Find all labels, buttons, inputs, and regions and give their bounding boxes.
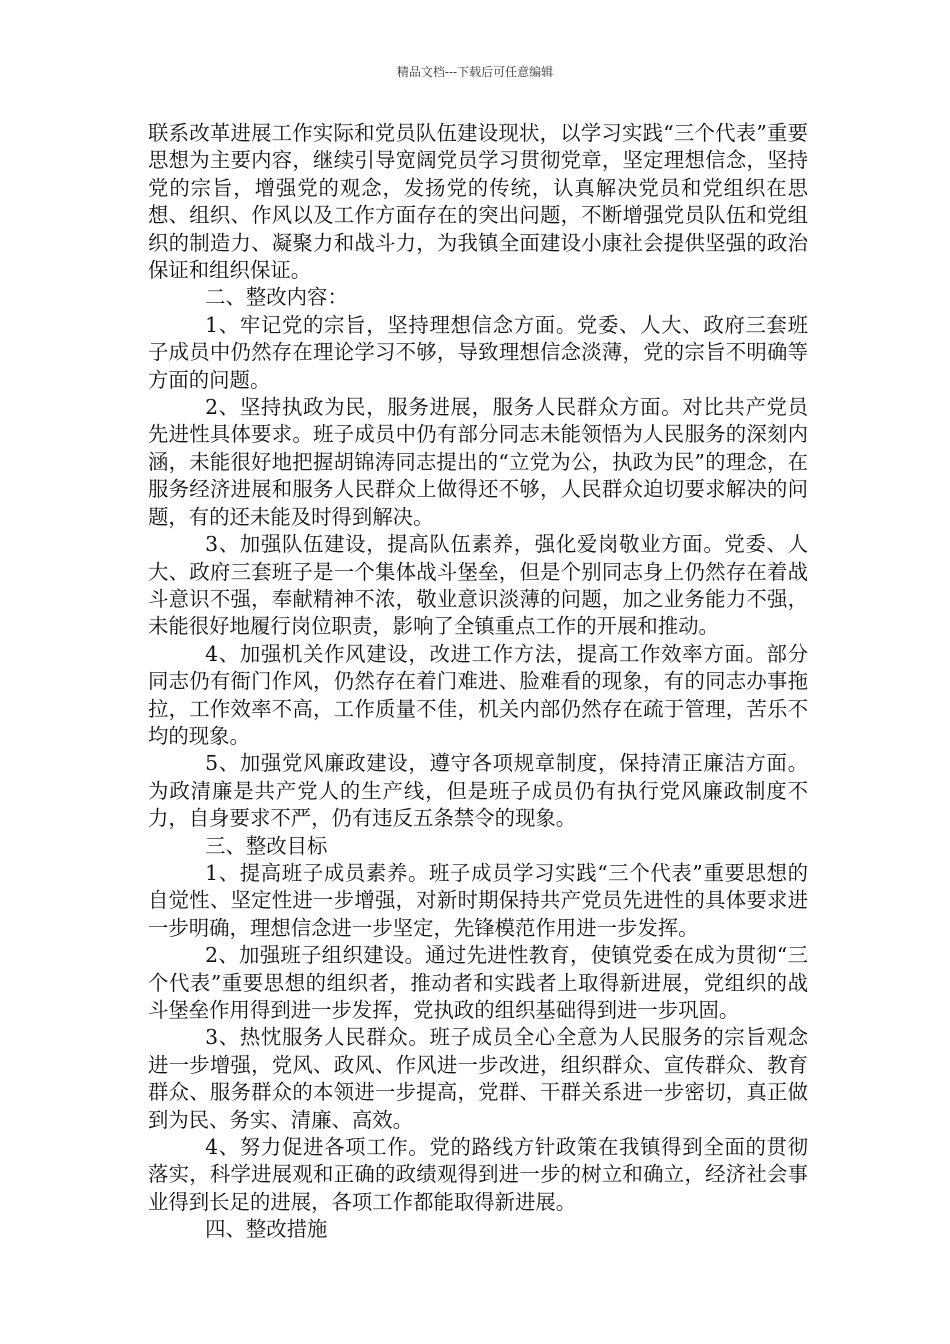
section-heading-rectification-measures: 四、整改措施 xyxy=(205,1217,328,1242)
paragraph-content-item-5: 5、加强党风廉政建设，遵守各项规章制度，保持清正廉洁方面。为政清廉是共产党人的生产线，但是班子成员仍有执行党风廉政制度不力，自身要求不严，仍有违反五条禁令的现象。 xyxy=(148,751,808,831)
paragraph-content-item-3: 3、加强队伍建设，提高队伍素养，强化爱岗敬业方面。党委、人大、政府三套班子是一个集体战斗堡垒，但是个别同志身上仍然存在着战斗意识不强，奉献精神不浓，敬业意识淡薄的问题，加之业务能力不强，未能很好地履行岗位职责，影响了全镇重点工作的开展和推动。 xyxy=(148,532,808,639)
paragraph-content-item-1: 1、牢记党的宗旨，坚持理想信念方面。党委、人大、政府三套班子成员中仍然存在理论学习不够，导致理想信念淡薄，党的宗旨不明确等方面的问题。 xyxy=(148,312,808,392)
document-body xyxy=(148,120,808,1244)
paragraph-content-item-2: 2、坚持执政为民，服务进展，服务人民群众方面。对比共产党员先进性具体要求。班子成员中仍有部分同志未能领悟为人民服务的深刻内涵，未能很好地把握胡锦涛同志提出的“立党为公，执政为民”的理念，在服务经济进展和服务人民群众上做得还不够，人民群众迫切要求解决的问题，有的还未能及时得到解决。 xyxy=(148,395,808,529)
section-heading-rectification-goals: 三、整改目标 xyxy=(205,833,328,858)
page-header: 精品文档---下载后可任意编辑 xyxy=(396,65,554,79)
paragraph-goal-item-2: 2、加强班子组织建设。通过先进性教育，使镇党委在成为贯彻“三个代表”重要思想的组织者，推动者和实践者上取得新进展，党组织的战斗堡垒作用得到进一步发挥，党执政的组织基础得到进一步巩固。 xyxy=(148,943,808,1022)
section-heading-rectification-content: 二、整改内容： xyxy=(205,285,348,310)
paragraph-content-item-4: 4、加强机关作风建设，改进工作方法，提高工作效率方面。部分同志仍有衙门作风，仍然存在着门难进、脸难看的现象，有的同志办事拖拉，工作效率不高，工作质量不佳，机关内部仍然存在疏于管理，苦乐不均的现象。 xyxy=(148,641,808,748)
paragraph-goal-item-3: 3、热忱服务人民群众。班子成员全心全意为人民服务的宗旨观念进一步增强，党风、政风、作风进一步改进，组织群众、宣传群众、教育群众、服务群众的本领进一步提高，党群、干群关系进一步密切，真正做到为民、务实、清廉、高效。 xyxy=(148,1025,808,1132)
paragraph-intro: 联系改革进展工作实际和党员队伍建设现状，以学习实践“三个代表”重要思想为主要内容，继续引导宽阔党员学习贯彻党章，坚定理想信念，坚持党的宗旨，增强党的观念，发扬党的传统，认真解决党员和党组织在思想、组织、作风以及工作方面存在的突出问题，不断增强党员队伍和党组织的制造力、凝聚力和战斗力，为我镇全面建设小康社会提供坚强的政治保证和组织保证。 xyxy=(148,121,808,283)
paragraph-goal-item-1: 1、提高班子成员素养。班子成员学习实践“三个代表”重要思想的自觉性、坚定性进一步增强，对新时期保持共产党员先进性的具体要求进一步明确，理想信念进一步坚定，先锋模范作用进一步发挥。 xyxy=(148,860,808,940)
paragraph-goal-item-4: 4、努力促进各项工作。党的路线方针政策在我镇得到全面的贯彻落实，科学进展观和正确的政绩观得到进一步的树立和确立，经济社会事业得到长足的进展，各项工作都能取得新进展。 xyxy=(148,1135,808,1214)
